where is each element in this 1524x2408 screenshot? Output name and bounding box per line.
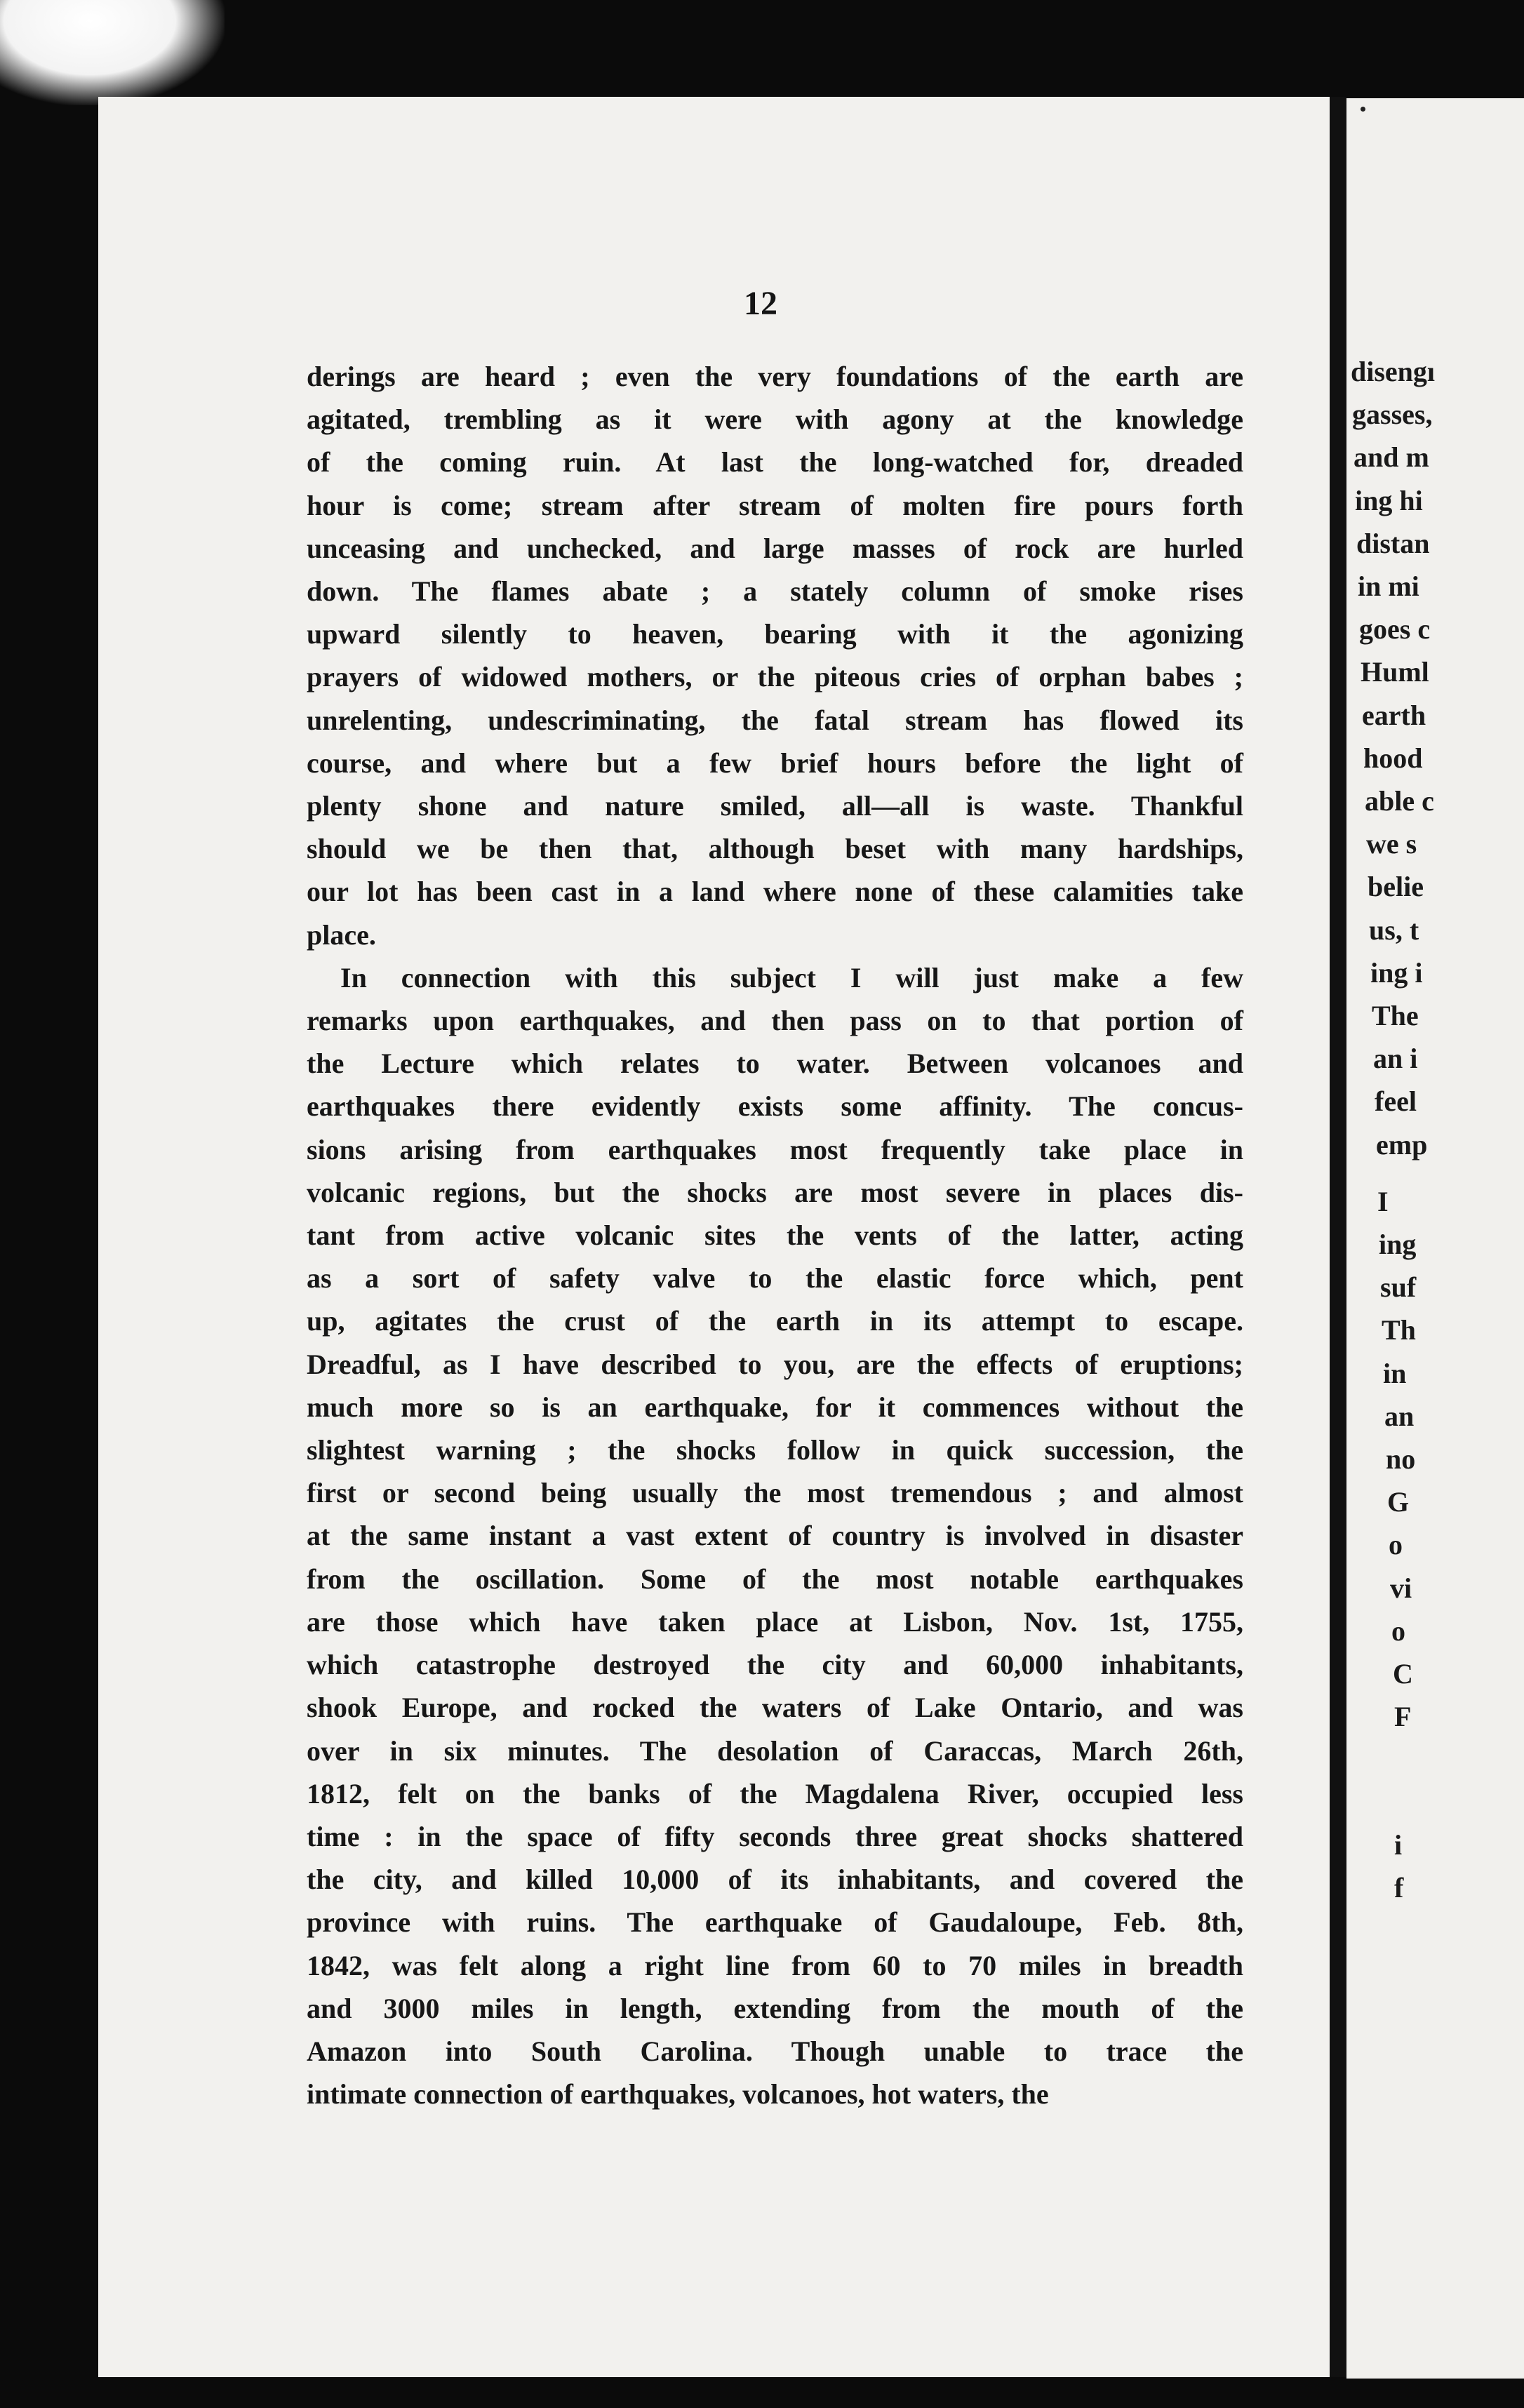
text-line: first or second being usually the most tremendous ; and almost xyxy=(307,1477,1243,1509)
text-line: down. The flames abate ; a stately column of smoke rises xyxy=(307,575,1243,608)
text-line: unceasing and unchecked, and large masses of rock are hurled xyxy=(307,532,1243,564)
text-line: the Lecture which relates to water. Between volcanoes and xyxy=(307,1048,1243,1080)
right-page-fragment: us, t xyxy=(1369,914,1419,946)
text-line: our lot has been cast in a land where none of these calamities take xyxy=(307,876,1243,908)
right-page-fragment: we s xyxy=(1366,828,1417,860)
text-line: of the coming ruin. At last the long-watched for, dreaded xyxy=(307,446,1243,479)
right-page-fragment: vi xyxy=(1390,1572,1412,1604)
text-line: prayers of widowed mothers, or the piteous cries of orphan babes ; xyxy=(307,661,1243,693)
right-page-fragment: hood xyxy=(1363,742,1423,774)
text-line: slightest warning ; the shocks follow in quick succession, the xyxy=(307,1434,1243,1466)
text-line: hour is come; stream after stream of molten fire pours forth xyxy=(307,489,1243,521)
right-page-fragment: ing hi xyxy=(1355,484,1423,516)
text-line: remarks upon earthquakes, and then pass on to that portion of xyxy=(307,1005,1243,1037)
right-page-fragment: G xyxy=(1387,1486,1410,1518)
text-line: over in six minutes. The desolation of Caraccas, March 26th, xyxy=(307,1734,1243,1767)
text-line: province with ruins. The earthquake of Gaudaloupe, Feb. 8th, xyxy=(307,1906,1243,1939)
text-line: from the oscillation. Some of the most notable earthquakes xyxy=(307,1563,1243,1595)
paragraph xyxy=(307,355,1243,956)
text-line: tant from active volcanic sites the vents of the latter, acting xyxy=(307,1219,1243,1252)
right-page-fragment: F xyxy=(1394,1701,1412,1733)
text-line: as a sort of safety valve to the elastic force which, pent xyxy=(307,1262,1243,1295)
right-page-fragment: Huml xyxy=(1361,656,1429,688)
text-line: time : in the space of fifty seconds three great shocks shattered xyxy=(307,1820,1243,1852)
paragraph xyxy=(307,956,1243,2115)
right-page-fragment: earth xyxy=(1362,699,1426,731)
text-line: much more so is an earthquake, for it commences without the xyxy=(307,1391,1243,1423)
text-line: earthquakes there evidently exists some affinity. The concus- xyxy=(307,1090,1243,1123)
text-line: place. xyxy=(307,918,376,951)
text-line: course, and where but a few brief hours before the light of xyxy=(307,747,1243,779)
ink-speck xyxy=(1361,107,1365,112)
text-line: at the same instant a vast extent of country is involved in disaster xyxy=(307,1520,1243,1552)
text-line: 1842, was felt along a right line from 60 to 70 miles in breadth xyxy=(307,1949,1243,1981)
scan-corner-artifact xyxy=(0,0,225,105)
right-page-fragment: The xyxy=(1372,1000,1419,1031)
right-page-fragment: no xyxy=(1386,1443,1416,1475)
right-page-fragment: in mi xyxy=(1358,570,1419,602)
right-page-fragment: emp xyxy=(1376,1128,1428,1160)
text-line: which catastrophe destroyed the city and 60,000 inhabitants, xyxy=(307,1649,1243,1681)
right-page-fragment: i xyxy=(1394,1828,1403,1861)
text-line: and 3000 miles in length, extending from the mouth of the xyxy=(307,1992,1243,2024)
text-line: sions arising from earthquakes most frequently take place in xyxy=(307,1133,1243,1165)
right-page-fragment: an xyxy=(1384,1400,1415,1432)
right-page-fragment: and m xyxy=(1353,441,1429,474)
text-line: unrelenting, undescriminating, the fatal stream has flowed its xyxy=(307,704,1243,736)
text-line: are those which have taken place at Lisbon, Nov. 1st, 1755, xyxy=(307,1605,1243,1638)
right-page-fragment: an i xyxy=(1373,1043,1418,1075)
right-page-fragment: ing xyxy=(1379,1229,1417,1260)
text-line: plenty shone and nature smiled, all—all is waste. Thankful xyxy=(307,790,1243,822)
right-page-fragment: f xyxy=(1394,1871,1404,1904)
right-page-fragment: suf xyxy=(1380,1271,1417,1304)
right-page-fragment: C xyxy=(1393,1658,1413,1690)
text-line: In connection with this subject I will just make a few xyxy=(340,961,1243,994)
text-line: should we be then that, although beset with many hardships, xyxy=(307,833,1243,865)
text-line: up, agitates the crust of the earth in its attempt to escape. xyxy=(307,1305,1243,1337)
page-number: 12 xyxy=(744,285,777,322)
right-page-fragment: able c xyxy=(1365,785,1434,817)
right-page-fragment: in xyxy=(1383,1357,1407,1389)
right-page-fragment: Th xyxy=(1382,1314,1416,1346)
text-line: derings are heard ; even the very foundations of the earth are xyxy=(307,361,1243,392)
right-page-fragment: goes c xyxy=(1359,613,1431,646)
text-line: the city, and killed 10,000 of its inhabitants, and covered the xyxy=(307,1864,1243,1896)
text-line: agitated, trembling as it were with agony at the knowledge xyxy=(307,403,1243,436)
right-page-fragment: I xyxy=(1377,1185,1389,1217)
right-page-fragment: feel xyxy=(1375,1085,1417,1118)
right-page-fragment: disengı xyxy=(1351,356,1436,387)
book-gutter xyxy=(1330,97,1346,2377)
text-line: Amazon into South Carolina. Though unable to trace the xyxy=(307,2035,1243,2067)
text-line: shook Europe, and rocked the waters of Lake Ontario, and was xyxy=(307,1692,1243,1724)
right-page-fragment: o xyxy=(1389,1529,1403,1561)
page-body xyxy=(307,355,1243,2115)
text-line: intimate connection of earthquakes, volcanoes, hot waters, the xyxy=(307,2078,1049,2111)
right-page-fragment: gasses, xyxy=(1352,399,1433,431)
right-page-fragment: o xyxy=(1391,1614,1405,1647)
right-page-fragment: belie xyxy=(1368,871,1424,903)
text-line: volcanic regions, but the shocks are most severe in places dis- xyxy=(307,1176,1243,1208)
text-line: Dreadful, as I have described to you, are the effects of eruptions; xyxy=(307,1348,1243,1380)
text-line: 1812, felt on the banks of the Magdalena River, occupied less xyxy=(307,1777,1243,1810)
right-page-fragment: ing i xyxy=(1370,956,1423,989)
right-page xyxy=(1346,98,1524,2379)
right-page-fragment: distan xyxy=(1356,527,1430,559)
text-line: upward silently to heaven, bearing with it the agonizing xyxy=(307,618,1243,650)
